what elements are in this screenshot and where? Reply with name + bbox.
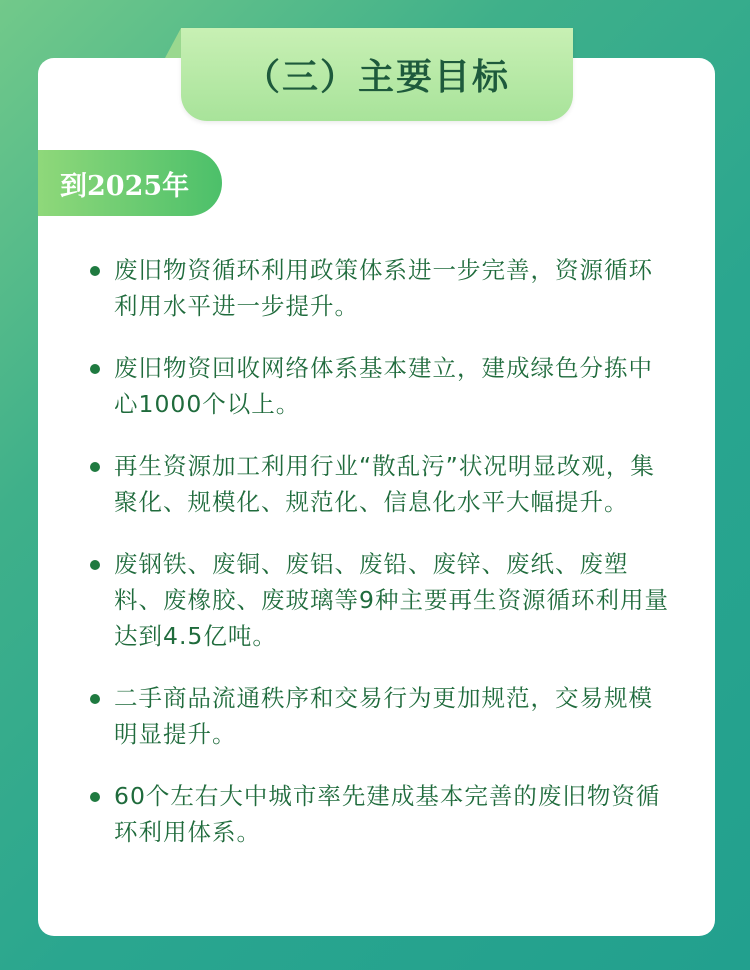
bullet-dot-icon: [90, 560, 100, 570]
bullet-dot-icon: [90, 266, 100, 276]
year-badge: [38, 150, 222, 216]
bullet-dot-icon: [90, 694, 100, 704]
list-item: [90, 546, 670, 654]
year-label: 到2025年: [60, 170, 190, 202]
goal-text: 二手商品流通秩序和交易行为更加规范，交易规模明显提升。: [114, 684, 653, 748]
goal-text: 60个左右大中城市率先建成基本完善的废旧物资循环利用体系。: [114, 782, 661, 846]
bullet-dot-icon: [90, 364, 100, 374]
bullet-dot-icon: [90, 792, 100, 802]
list-item: [90, 350, 670, 422]
bullet-dot-icon: [90, 462, 100, 472]
list-item: [90, 448, 670, 520]
title-tab: [181, 28, 573, 121]
list-item: [90, 252, 670, 324]
goal-list: [90, 252, 670, 876]
goal-text: 废旧物资循环利用政策体系进一步完善，资源循环利用水平进一步提升。: [114, 256, 653, 320]
goal-text: 废钢铁、废铜、废铝、废铅、废锌、废纸、废塑料、废橡胶、废玻璃等9种主要再生资源循环利用量达到4.5亿吨。: [114, 550, 669, 650]
list-item: [90, 680, 670, 752]
page-title: （三）主要目标: [243, 56, 510, 98]
goal-text: 再生资源加工利用行业“散乱污”状况明显改观，集聚化、规模化、规范化、信息化水平大幅提升。: [114, 452, 655, 516]
goal-text: 废旧物资回收网络体系基本建立，建成绿色分拣中心1000个以上。: [114, 354, 653, 418]
list-item: [90, 778, 670, 850]
